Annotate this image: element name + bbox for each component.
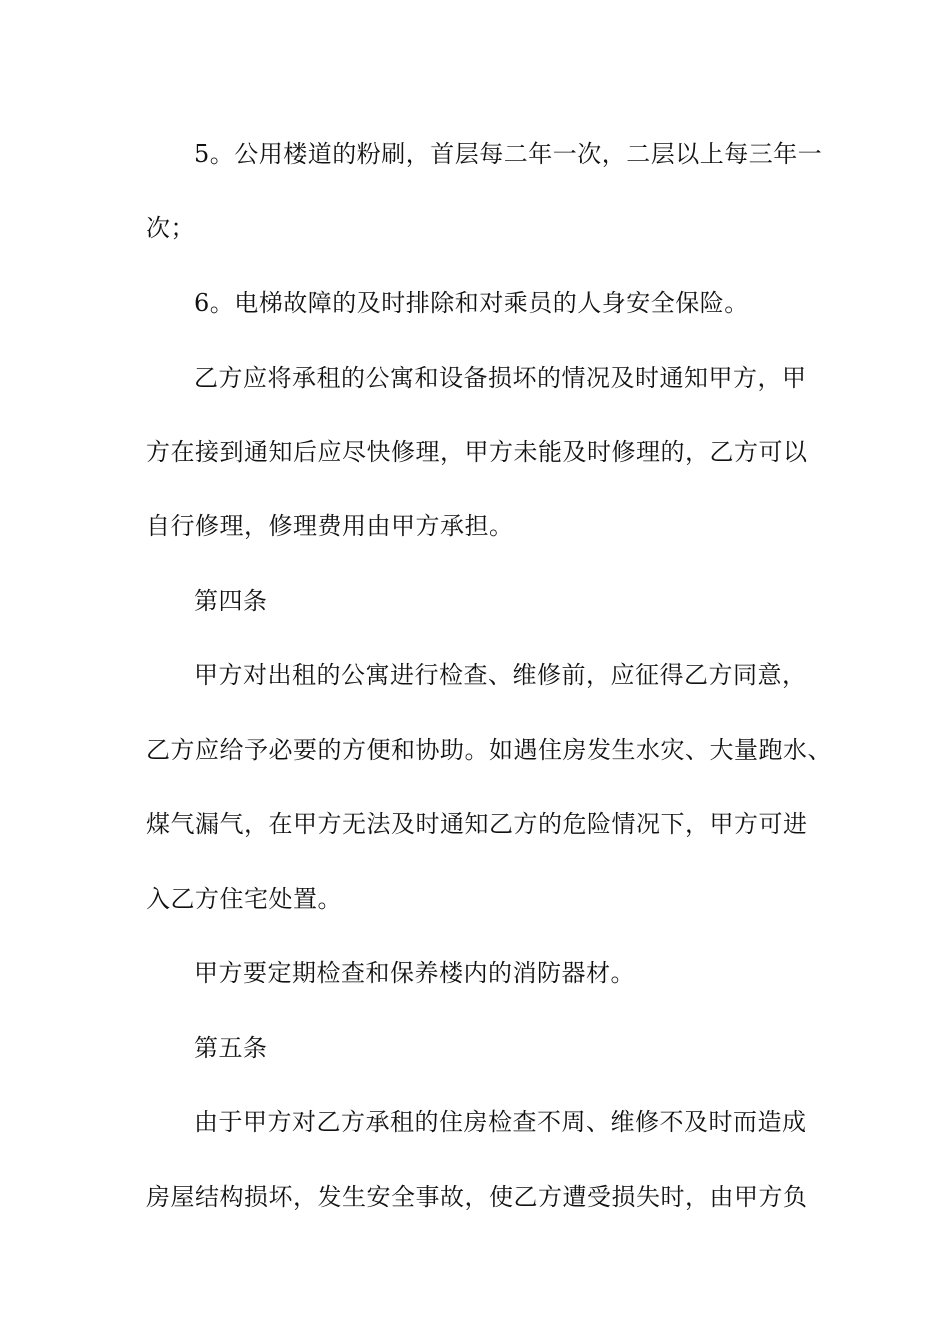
paragraph-line: 5。公用楼道的粉刷，首层每二年一次，二层以上每三年一 (194, 140, 823, 168)
paragraph-line: 甲方对出租的公寓进行检查、维修前，应征得乙方同意， (194, 661, 807, 689)
paragraph-line: 方在接到通知后应尽快修理，甲方未能及时修理的，乙方可以 (146, 438, 808, 466)
paragraph-line: 煤气漏气，在甲方无法及时通知乙方的危险情况下，甲方可进 (146, 810, 808, 838)
section-heading: 第四条 (194, 587, 268, 615)
paragraph-line: 房屋结构损坏，发生安全事故，使乙方遭受损失时，由甲方负 (146, 1183, 808, 1211)
section-heading: 第五条 (194, 1034, 268, 1062)
paragraph-line: 自行修理，修理费用由甲方承担。 (146, 512, 514, 540)
paragraph-line: 乙方应给予必要的方便和协助。如遇住房发生水灾、大量跑水、 (146, 736, 832, 764)
paragraph-line: 甲方要定期检查和保养楼内的消防器材。 (194, 959, 635, 987)
paragraph-line: 乙方应将承租的公寓和设备损坏的情况及时通知甲方，甲 (194, 364, 807, 392)
paragraph-line: 6。电梯故障的及时排除和对乘员的人身安全保险。 (194, 289, 749, 317)
paragraph-line: 入乙方住宅处置。 (146, 885, 342, 913)
paragraph-line: 次； (146, 214, 195, 242)
paragraph-line: 由于甲方对乙方承租的住房检查不周、维修不及时而造成 (194, 1108, 807, 1136)
